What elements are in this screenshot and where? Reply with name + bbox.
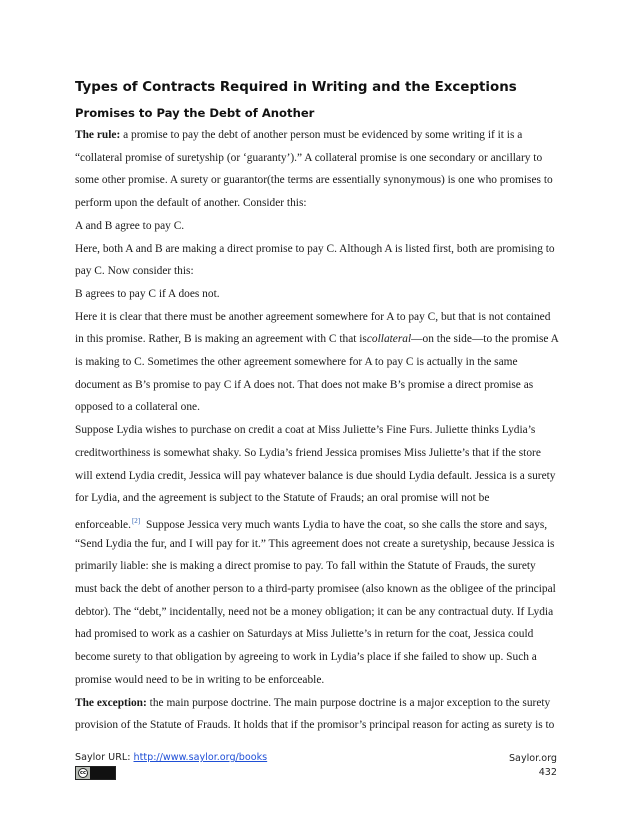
body-line: [75, 514, 547, 532]
line-text: enforceable.: [75, 518, 131, 531]
body-line: [75, 582, 556, 596]
body-line: [75, 355, 518, 369]
line-text: “Send Lydia the fur, and I will pay for it.” This agreement does not create a suretyship, because Jessica is: [75, 537, 555, 550]
line-text: in this promise. Rather, B is making an agreement with C that is: [75, 333, 367, 346]
body-line: [75, 491, 489, 505]
line-text: Suppose Lydia wishes to purchase on credit a coat at Miss Juliette’s Fine Furs. Juliette thinks Lydia’s: [75, 424, 536, 437]
site-name: Saylor.org: [508, 753, 557, 764]
line-text: for Lydia, and the agreement is subject to the Statute of Frauds; an oral promise will not be: [75, 492, 490, 505]
rule-label: The rule:: [75, 129, 121, 141]
body-line: [75, 446, 541, 460]
line-text: document as B’s promise to pay C if A does not. That does not make B’s promise a direct promise as: [75, 378, 534, 391]
line-text: A and B agree to pay C.: [75, 219, 185, 232]
body-line: [75, 151, 542, 165]
body-line: [75, 537, 555, 551]
body-line: [75, 696, 550, 710]
line-text: some other promise. A surety or guarantor(the terms are essentially synonymous) is one who promises to: [75, 174, 553, 187]
line-text-tail: —on the side—to the promise A: [411, 333, 559, 346]
footnote-reference[interactable]: [2]: [131, 516, 141, 525]
body-line: [75, 718, 554, 732]
line-text: promise would need to be in writing to be enforceable.: [75, 673, 325, 686]
cc-icon: cc: [78, 768, 88, 778]
body-line: [75, 650, 537, 664]
line-text: provision of the Statute of Frauds. It holds that if the promisor’s principal reason for acting as surety is to: [75, 719, 555, 732]
body-line: [75, 128, 522, 142]
line-text: the main purpose doctrine. The main purpose doctrine is a major exception to the surety: [146, 696, 551, 709]
body-line: [75, 310, 550, 324]
footer-page-info: [509, 752, 557, 780]
line-text: pay C. Now consider this:: [75, 265, 194, 278]
line-text: B agrees to pay C if A does not.: [75, 287, 220, 300]
line-text: perform upon the default of another. Consider this:: [75, 197, 307, 210]
body-line: [75, 173, 553, 187]
source-label: Saylor URL:: [75, 752, 134, 763]
line-text: Here, both A and B are making a direct promise to pay C. Although A is listed first, both are promising to: [75, 242, 555, 255]
body-line: [75, 673, 324, 687]
line-text: creditworthiness is somewhat shaky. So Lydia’s friend Jessica promises Miss Juliette’s that if the store: [75, 446, 541, 459]
body-line: [75, 423, 535, 437]
body-line: [75, 332, 559, 346]
line-text: debtor). The “debt,” incidentally, need not be a money obligation; it can be any contractual duty. If Lydia: [75, 605, 554, 618]
body-line: [75, 242, 555, 256]
license-terms-icon: [90, 767, 115, 779]
body-line: [75, 196, 307, 210]
body-line: [75, 469, 555, 483]
body-line: [75, 627, 533, 641]
footer-source: [75, 752, 267, 763]
line-text: had promised to work as a cashier on Saturdays at Miss Juliette’s in return for the coat, Jessica could: [75, 628, 534, 641]
line-text: opposed to a collateral one.: [75, 401, 200, 414]
line-text: must back the debt of another person to a third-party promisee (also known as the obligee of the principal: [75, 583, 556, 595]
source-link[interactable]: http://www.saylor.org/books: [133, 752, 268, 763]
body-line: [75, 605, 553, 619]
line-text: is making to C. Sometimes the other agreement somewhere for A to pay C is actually in the same: [75, 356, 518, 368]
section-subheading: Promises to Pay the Debt of Another: [75, 106, 315, 120]
body-line: [75, 287, 220, 301]
body-line: [75, 219, 184, 233]
page-heading: Types of Contracts Required in Writing and the Exceptions: [75, 80, 517, 95]
line-text: primarily liable: she is making a direct promise to pay. To fall within the Statute of Frauds, the surety: [75, 560, 536, 573]
page-number: 432: [538, 767, 557, 778]
emphasis-text: collateral: [366, 333, 412, 346]
body-line: [75, 264, 194, 278]
body-line: [75, 559, 536, 573]
rule-label: The exception:: [75, 696, 147, 709]
line-text: “collateral promise of suretyship (or ‘guaranty’).” A collateral promise is one secondary or ancillary to: [75, 151, 543, 164]
line-text: become surety to that obligation by agreeing to work in Lydia’s place if she failed to show up. Such a: [75, 651, 537, 664]
line-text: will extend Lydia credit, Jessica will pay whatever balance is due should Lydia default. Jessica is a surety: [75, 469, 556, 482]
line-text-tail: Suppose Jessica very much wants Lydia to have the coat, so she calls the store and says,: [143, 518, 548, 531]
line-text: a promise to pay the debt of another person must be evidenced by some writing if it is a: [120, 129, 523, 141]
cc-license-badge: [75, 766, 116, 780]
body-line: [75, 378, 533, 392]
body-line: [75, 400, 200, 414]
line-text: Here it is clear that there must be another agreement somewhere for A to pay C, but that is not contained: [75, 310, 551, 323]
